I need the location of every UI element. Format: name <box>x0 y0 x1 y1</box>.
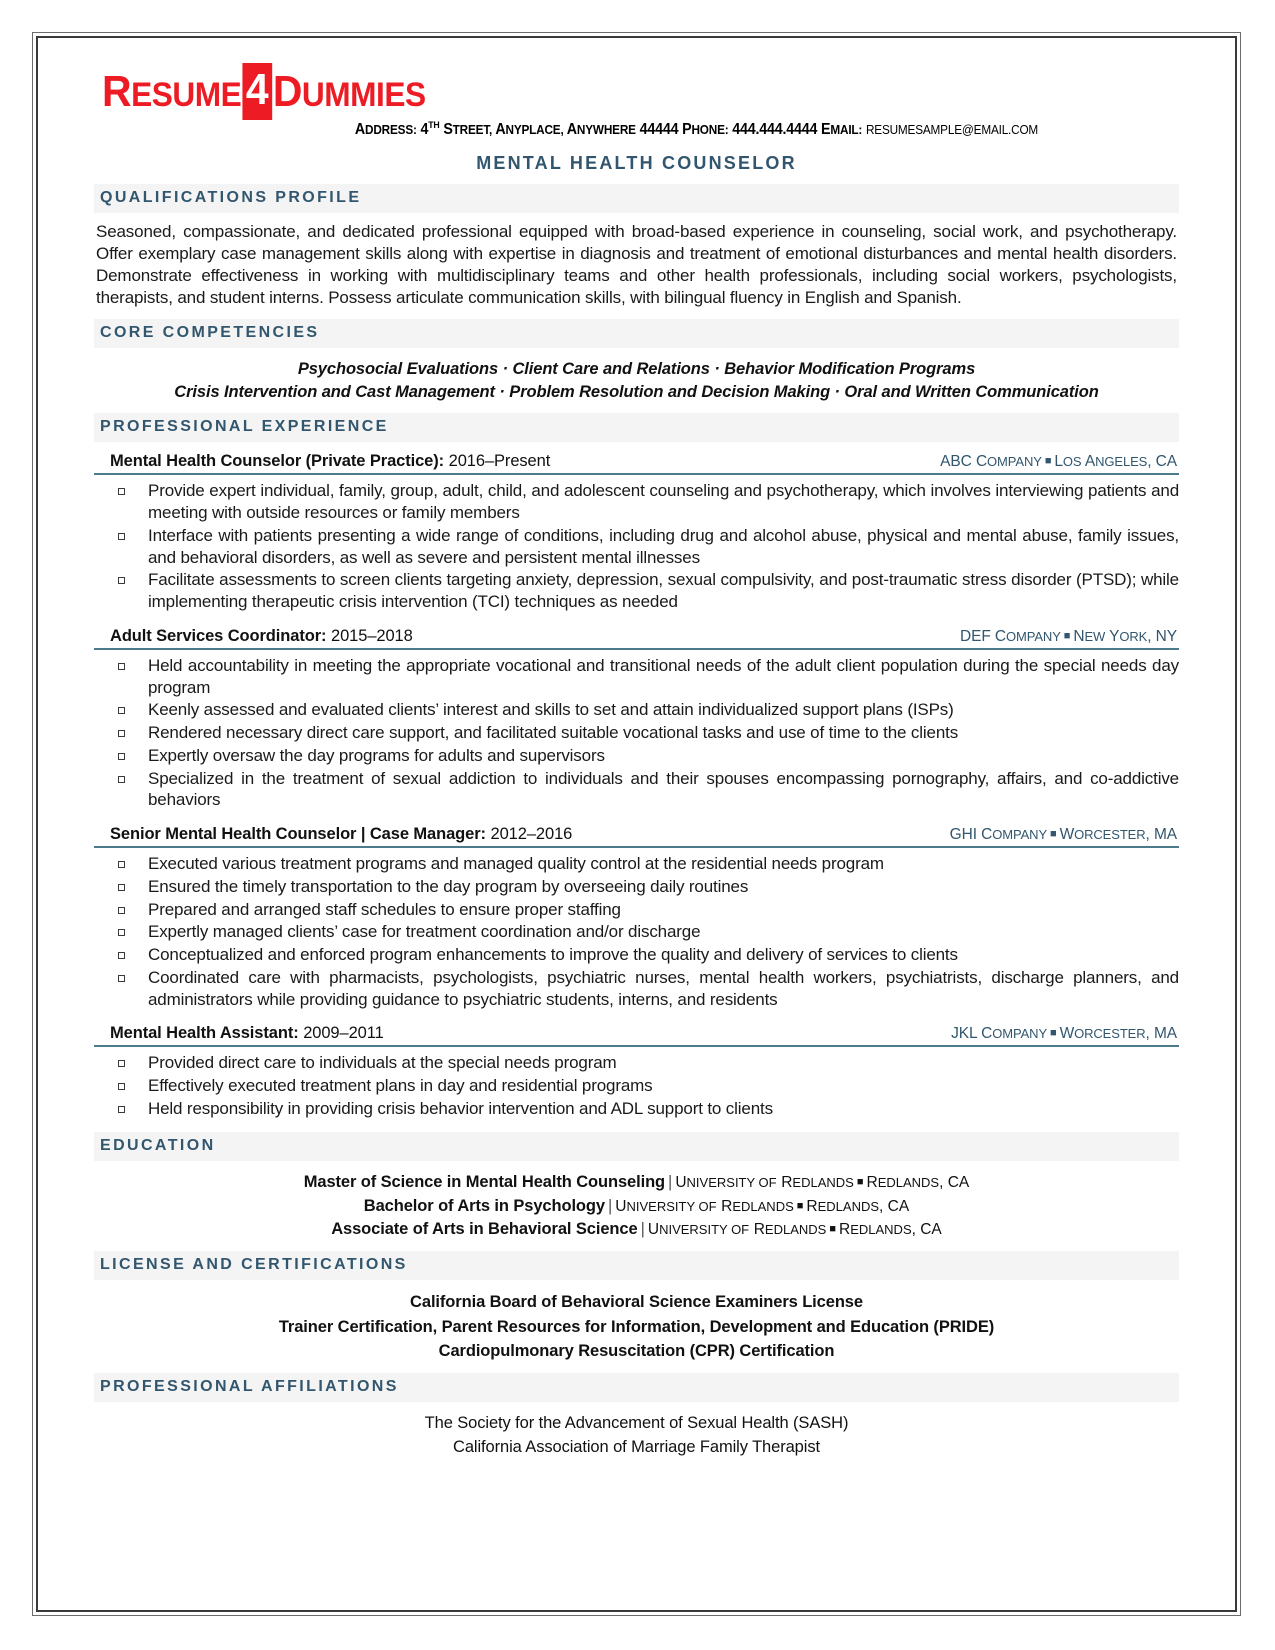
experience-title-block <box>110 825 572 844</box>
education-divider: | <box>668 1172 673 1191</box>
city-cap: W <box>1059 826 1075 844</box>
education-school-rest: NIVERSITY OF <box>659 1222 750 1238</box>
city-rest: ORCESTER <box>1074 827 1146 843</box>
brand-logo <box>102 65 1104 116</box>
education-city-cap: R <box>866 1173 878 1191</box>
street-rest: TREET, <box>452 122 493 138</box>
education-school2-rest: EDLANDS <box>792 1174 854 1190</box>
experience-dates: 2016–Present <box>448 452 551 471</box>
city-rest: EW <box>1084 628 1106 644</box>
brand-logo-d: D <box>272 67 302 116</box>
city2-cap: Y <box>1109 627 1120 645</box>
bullet-item: Expertly managed clients’ case for treatment coordination and/or discharge <box>94 921 1179 943</box>
experience-dates: 2009–2011 <box>303 1024 384 1043</box>
education-entry <box>94 1218 1179 1242</box>
experience-company-location <box>940 453 1177 471</box>
experience-title-block <box>110 1024 384 1043</box>
education-school2-rest: EDLANDS <box>764 1222 827 1238</box>
education-state: , CA <box>939 1173 970 1191</box>
resume-page-outer-frame <box>32 32 1241 1616</box>
company-word-rest: OMPANY <box>1006 628 1061 644</box>
address-label-rest: DDRESS: <box>365 122 417 138</box>
bullet-item: Expertly oversaw the day programs for adults and supervisors <box>94 745 1179 767</box>
qualifications-paragraph: Seasoned, compassionate, and dedicated professional equipped with broad-based experience in counseling, social work, and psychotherapy. Offer exemplary case management skills along with expertise in diagnosis and treatment of emotional disturbances and mental health disorders. Demonstrate effectiveness in working with multidisciplinary teams and other health professionals, including social workers, psychologists, therapists, and student interns. Possess articulate communication skills, with bilingual fluency in English and Spanish. <box>96 222 1177 308</box>
education-degree: Associate of Arts in Behavioral Science <box>331 1220 638 1239</box>
city-rest: OS <box>1062 454 1082 470</box>
experience-job-title: Adult Services Coordinator: <box>110 626 327 645</box>
resume-page-inner-frame <box>36 36 1237 1612</box>
education-school2-cap: R <box>753 1221 765 1239</box>
company-word-cap: C <box>994 627 1007 645</box>
bullet-item: Prepared and arranged staff schedules to ensure proper staffing <box>94 899 1179 921</box>
experience-dates: 2012–2016 <box>490 825 573 844</box>
region-rest: NYWHERE <box>576 122 636 138</box>
education-city-cap: R <box>839 1221 851 1239</box>
experience-job-title: Mental Health Counselor (Private Practice): <box>110 452 445 471</box>
experience-entry-header <box>94 823 1179 848</box>
address-ordinal: TH <box>428 120 440 131</box>
education-school-cap: U <box>675 1173 687 1191</box>
education-degree: Bachelor of Arts in Psychology <box>363 1196 605 1215</box>
experience-bullet-list <box>94 1052 1179 1119</box>
company-word-rest: OMPANY <box>992 827 1048 843</box>
company-word-cap: C <box>975 453 988 471</box>
competency-line: Psychosocial Evaluations · Client Care and Relations · Behavior Modification Programs <box>297 359 976 378</box>
bullet-item: Interface with patients presenting a wide range of conditions, including drug and alcohol abuse, physical and mental abuse, family issues, and behavioral disorders, as well as severe and persistent mental illnesses <box>94 525 1179 569</box>
bullet-item: Specialized in the treatment of sexual addiction to individuals and their spouses encompassing pornography, affairs, and co-addictive behaviors <box>94 768 1179 812</box>
education-state: , CA <box>879 1197 910 1215</box>
education-divider: | <box>640 1220 645 1239</box>
certification-item: California Board of Behavioral Science Examiners License <box>410 1293 863 1312</box>
experience-entry <box>94 625 1179 811</box>
bullet-item: Ensured the timely transportation to the day program by overseeing daily routines <box>94 876 1179 898</box>
section-header-qualifications: QUALIFICATIONS PROFILE <box>94 184 1179 213</box>
company-word-cap: C <box>981 826 993 844</box>
city-rest: NYPLACE, <box>505 122 564 138</box>
separator-square-icon: ■ <box>1050 1027 1057 1040</box>
section-header-license-certifications: LICENSE AND CERTIFICATIONS <box>94 1251 1179 1280</box>
experience-bullet-list <box>94 853 1179 1010</box>
experience-entry <box>94 1022 1179 1119</box>
address-number: 4 <box>420 121 429 139</box>
education-school-rest: NIVERSITY OF <box>686 1174 777 1190</box>
company-word-rest: OMPANY <box>992 1026 1048 1042</box>
region-cap: A <box>566 121 577 139</box>
bullet-item: Held accountability in meeting the appropriate vocational and transitional needs of the adult client population during the special needs day program <box>94 655 1179 699</box>
contact-line <box>253 120 1141 139</box>
separator-square-icon: ■ <box>1063 629 1071 642</box>
address-label-cap: A <box>354 121 366 139</box>
bullet-item: Conceptualized and enforced program enhancements to improve the quality and delivery of services to clients <box>94 944 1179 966</box>
bullet-item: Keenly assessed and evaluated clients’ interest and skills to set and attain individualized support plans (ISPs) <box>94 699 1179 721</box>
brand-logo-ummies: UMMIES <box>301 76 426 114</box>
certification-item: Trainer Certification, Parent Resources for Information, Development and Education (PRIDE) <box>278 1317 995 1336</box>
education-school-rest: NIVERSITY OF <box>626 1198 717 1214</box>
separator-square-icon: ■ <box>829 1223 836 1236</box>
bullet-item: Executed various treatment programs and managed quality control at the residential needs program <box>94 853 1179 875</box>
city2-rest: NGELES <box>1095 454 1148 470</box>
experience-entry-header <box>94 625 1179 650</box>
city2-cap: A <box>1084 453 1096 471</box>
education-divider: | <box>607 1196 613 1215</box>
state-abbrev: , MA <box>1145 826 1177 844</box>
education-city-rest: EDLANDS <box>850 1222 912 1238</box>
education-school2-rest: EDLANDS <box>732 1198 794 1214</box>
job-target-title: MENTAL HEALTH COUNSELOR <box>476 153 797 174</box>
company-abbrev: DEF <box>960 627 991 645</box>
core-competencies-block <box>94 358 1179 405</box>
company-word-rest: OMPANY <box>987 454 1042 470</box>
experience-bullet-list <box>94 655 1179 811</box>
section-header-core-competencies: CORE COMPETENCIES <box>94 319 1179 348</box>
email-label-cap: E <box>821 121 831 139</box>
brand-logo-esume: ESUME <box>131 76 242 114</box>
education-city-rest: EDLANDS <box>817 1198 880 1214</box>
company-abbrev: ABC <box>940 453 972 471</box>
experience-job-title: Mental Health Assistant: <box>110 1024 299 1043</box>
phone-number: 444.444.4444 <box>732 121 818 139</box>
education-entry <box>94 1195 1179 1219</box>
bullet-item: Effectively executed treatment plans in day and residential programs <box>94 1075 1179 1097</box>
bullet-item: Rendered necessary direct care support, and facilitated suitable vocational tasks and use of time to the clients <box>94 722 1179 744</box>
education-school-cap: U <box>615 1197 627 1215</box>
city-rest: ORCESTER <box>1074 1026 1146 1042</box>
education-school2-cap: R <box>721 1197 733 1215</box>
education-city-cap: R <box>806 1197 818 1215</box>
education-school-cap: U <box>647 1221 660 1239</box>
brand-logo-four: 4 <box>242 63 272 120</box>
experience-company-location <box>950 826 1177 844</box>
city2-rest: ORK <box>1119 628 1148 644</box>
phone-label-cap: P <box>682 121 692 139</box>
affiliation-item: The Society for the Advancement of Sexual Health (SASH) <box>424 1413 849 1432</box>
city-cap: N <box>1073 627 1085 645</box>
education-degree: Master of Science in Mental Health Counseling <box>303 1172 666 1191</box>
brand-logo-r: R <box>102 67 132 116</box>
email-label-rest: MAIL: <box>830 122 863 138</box>
email-address: RESUMESAMPLE@EMAIL.COM <box>865 122 1039 138</box>
bullet-item: Facilitate assessments to screen clients targeting anxiety, depression, sexual compulsivity, and post-traumatic stress disorder (PTSD); while implementing therapeutic crisis intervention (TCI) techniques as needed <box>94 569 1179 613</box>
competency-line: Crisis Intervention and Cast Management · Problem Resolution and Decision Making · Oral and Written Communication <box>174 382 1099 401</box>
experience-company-location <box>960 628 1177 646</box>
experience-entry-header <box>94 1022 1179 1047</box>
phone-label-rest: HONE: <box>691 122 729 138</box>
experience-entry <box>94 823 1179 1010</box>
bullet-item: Provide expert individual, family, group, adult, child, and adolescent counseling and psychotherapy, which involves interviewing patients and meeting with outside resources or family members <box>94 480 1179 524</box>
experience-title-block <box>110 627 413 646</box>
separator-square-icon: ■ <box>1050 828 1057 841</box>
affiliation-item: California Association of Marriage Family Therapist <box>453 1437 820 1456</box>
experience-title-block <box>110 452 550 471</box>
bullet-item: Coordinated care with pharmacists, psychologists, psychiatric nurses, mental health workers, psychiatrists, discharge planners, and administrators while providing guidance to psychiatric students, interns, and residents <box>94 967 1179 1011</box>
city-cap: W <box>1059 1025 1075 1043</box>
street-cap: S <box>443 121 453 139</box>
company-abbrev: GHI <box>949 826 977 844</box>
separator-square-icon: ■ <box>796 1199 804 1212</box>
state-abbrev: , NY <box>1147 627 1177 645</box>
education-block <box>94 1171 1179 1243</box>
education-entry <box>94 1171 1179 1195</box>
resume-content <box>38 38 1235 1459</box>
state-abbrev: , MA <box>1145 1025 1177 1043</box>
city-cap: A <box>495 121 506 139</box>
section-header-professional-affiliations: PROFESSIONAL AFFILIATIONS <box>94 1373 1179 1402</box>
bullet-item: Provided direct care to individuals at the special needs program <box>94 1052 1179 1074</box>
section-header-professional-experience: PROFESSIONAL EXPERIENCE <box>94 413 1179 442</box>
company-word-cap: C <box>981 1025 993 1043</box>
state-abbrev: , CA <box>1147 453 1177 471</box>
experience-bullet-list <box>94 480 1179 613</box>
separator-square-icon: ■ <box>1044 455 1052 468</box>
education-city-rest: EDLANDS <box>877 1174 940 1190</box>
section-header-education: EDUCATION <box>94 1132 1179 1161</box>
experience-entry-header <box>94 450 1179 475</box>
separator-square-icon: ■ <box>856 1175 864 1188</box>
certifications-block <box>94 1290 1179 1363</box>
education-school2-cap: R <box>781 1173 793 1191</box>
company-abbrev: JKL <box>951 1025 977 1043</box>
city-cap: L <box>1054 453 1063 471</box>
affiliations-block <box>94 1412 1179 1460</box>
bullet-item: Held responsibility in providing crisis behavior intervention and ADL support to clients <box>94 1098 1179 1120</box>
experience-company-location <box>951 1025 1177 1043</box>
experience-job-title: Senior Mental Health Counselor | Case Manager: <box>110 825 486 844</box>
zip-code: 44444 <box>639 121 679 139</box>
experience-entry <box>94 450 1179 613</box>
certification-item: Cardiopulmonary Resuscitation (CPR) Certification <box>438 1342 835 1361</box>
education-state: , CA <box>911 1221 942 1239</box>
experience-dates: 2015–2018 <box>331 626 413 645</box>
